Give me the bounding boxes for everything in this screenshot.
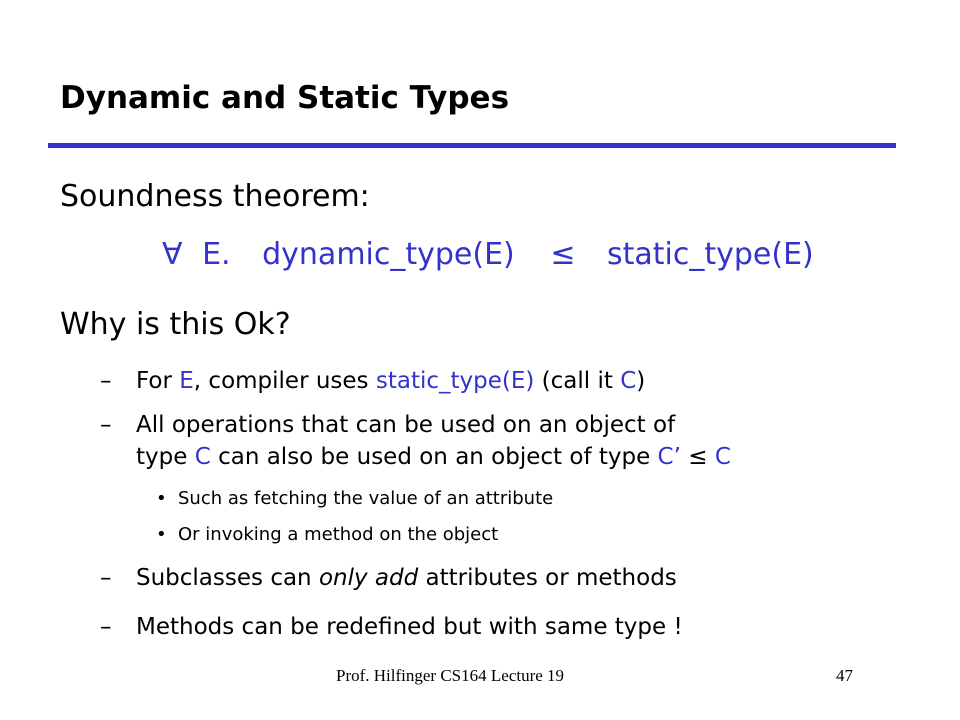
- item-text: Subclasses can only add attributes or methods: [136, 565, 677, 591]
- bullet-text: Such as fetching the value of an attribute: [178, 488, 554, 509]
- why-heading: Why is this Ok?: [60, 307, 291, 342]
- formula-variable: E.: [202, 237, 231, 272]
- title-rule: [48, 143, 896, 148]
- footer-course: Prof. Hilfinger CS164 Lecture 19: [336, 666, 565, 685]
- bullet-text: Or invoking a method on the object: [178, 524, 499, 545]
- bullet-dot: •: [156, 488, 167, 509]
- dash-marker: –: [100, 565, 112, 591]
- soundness-heading: Soundness theorem:: [60, 179, 370, 214]
- page-number: 47: [836, 666, 853, 685]
- formula-left: dynamic_type(E): [262, 237, 515, 272]
- dash-marker: –: [100, 614, 112, 640]
- soundness-formula: [162, 235, 814, 275]
- emphasis-text: only add: [318, 565, 419, 591]
- formula-right: static_type(E): [607, 237, 814, 272]
- slide-title: Dynamic and Static Types: [60, 80, 510, 116]
- forall-symbol: ∀: [162, 237, 183, 272]
- dash-marker: –: [100, 412, 112, 438]
- item-text-line1: All operations that can be used on an object of: [136, 412, 676, 438]
- item-text: Methods can be redefined but with same type !: [136, 614, 683, 640]
- item-text: For E, compiler uses static_type(E) (call it C): [136, 368, 646, 394]
- bullet-dot: •: [156, 524, 167, 545]
- relation-symbol: ≤: [550, 237, 576, 272]
- item-text-line2: type C can also be used on an object of type C’ ≤ C: [136, 444, 731, 470]
- dash-marker: –: [100, 368, 112, 394]
